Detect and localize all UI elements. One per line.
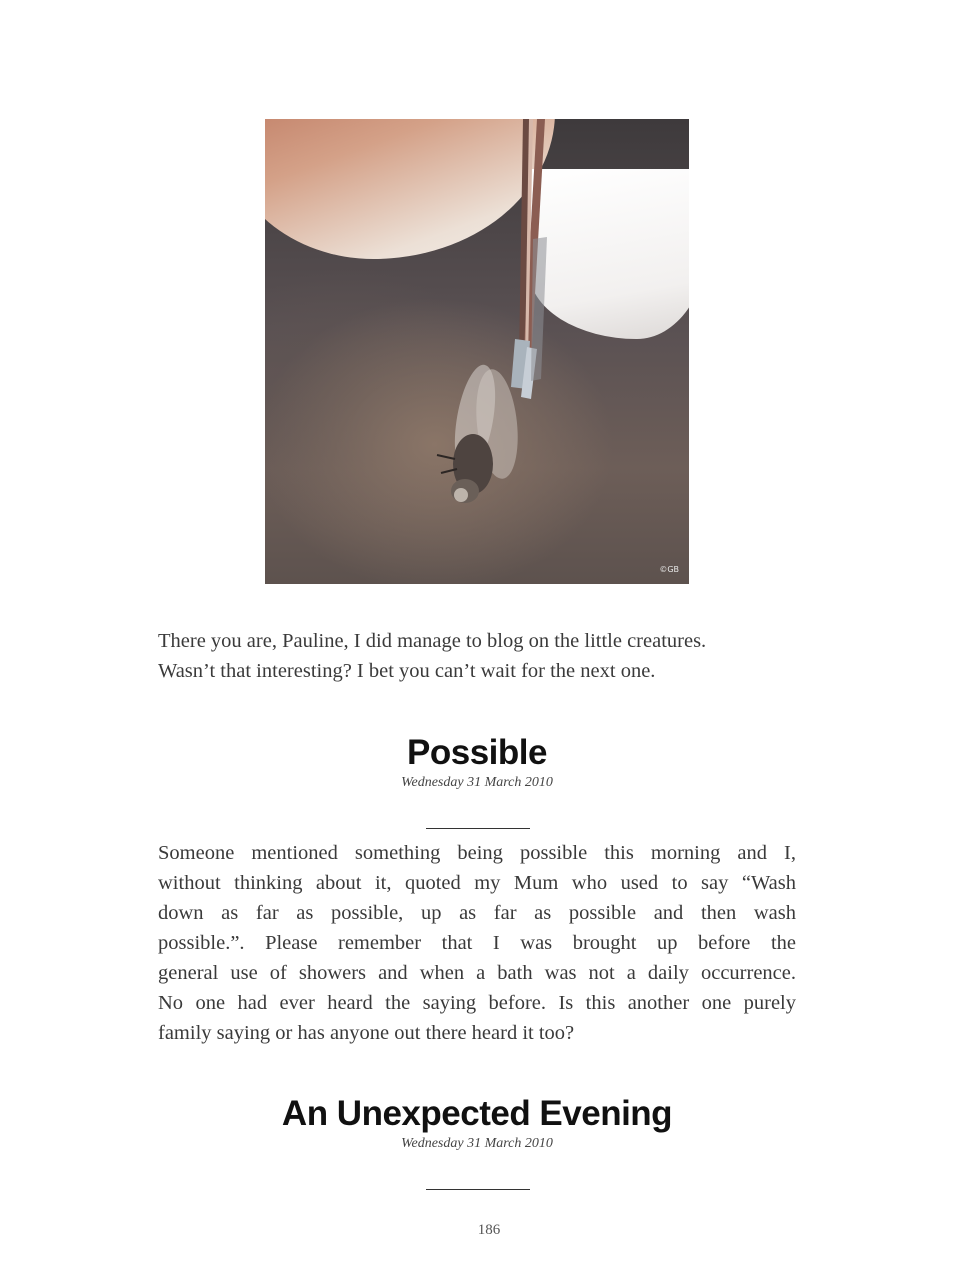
- page-number: 186: [477, 1222, 501, 1238]
- post-date: Wednesday 31 March 2010: [401, 775, 553, 790]
- paragraph-line: There you are, Pauline, I did manage to blog on the little creatures.: [158, 630, 707, 652]
- intro-paragraph: [158, 626, 796, 686]
- post-title: An Unexpected Evening: [281, 1094, 673, 1133]
- paragraph-line: possible.”. Please remember that I was brought up before the: [158, 932, 796, 954]
- paragraph-line: down as far as possible, up as far as possible and then wash: [158, 902, 796, 924]
- post-title: Possible: [407, 733, 547, 772]
- photo-credit: ©GB: [659, 565, 679, 574]
- post-date: Wednesday 31 March 2010: [401, 1136, 553, 1151]
- paragraph-line: Wasn’t that interesting? I bet you can’t wait for the next one.: [158, 660, 656, 682]
- paragraph-line: family saying or has anyone out there heard it too?: [158, 1022, 575, 1044]
- post-body-paragraph: [158, 838, 796, 1048]
- section-divider: [426, 828, 530, 829]
- section-divider: [426, 1189, 530, 1190]
- paragraph-line: without thinking about it, quoted my Mum who used to say “Wash: [158, 872, 796, 894]
- paragraph-line: Someone mentioned something being possible this morning and I,: [158, 842, 796, 864]
- paragraph-line: No one had ever heard the saying before. Is this another one purely: [158, 992, 796, 1014]
- fly-on-tweezers-photo: [265, 119, 689, 584]
- paragraph-line: general use of showers and when a bath was not a daily occurrence.: [158, 962, 796, 984]
- tweezers-and-fly-drawing: [265, 119, 689, 584]
